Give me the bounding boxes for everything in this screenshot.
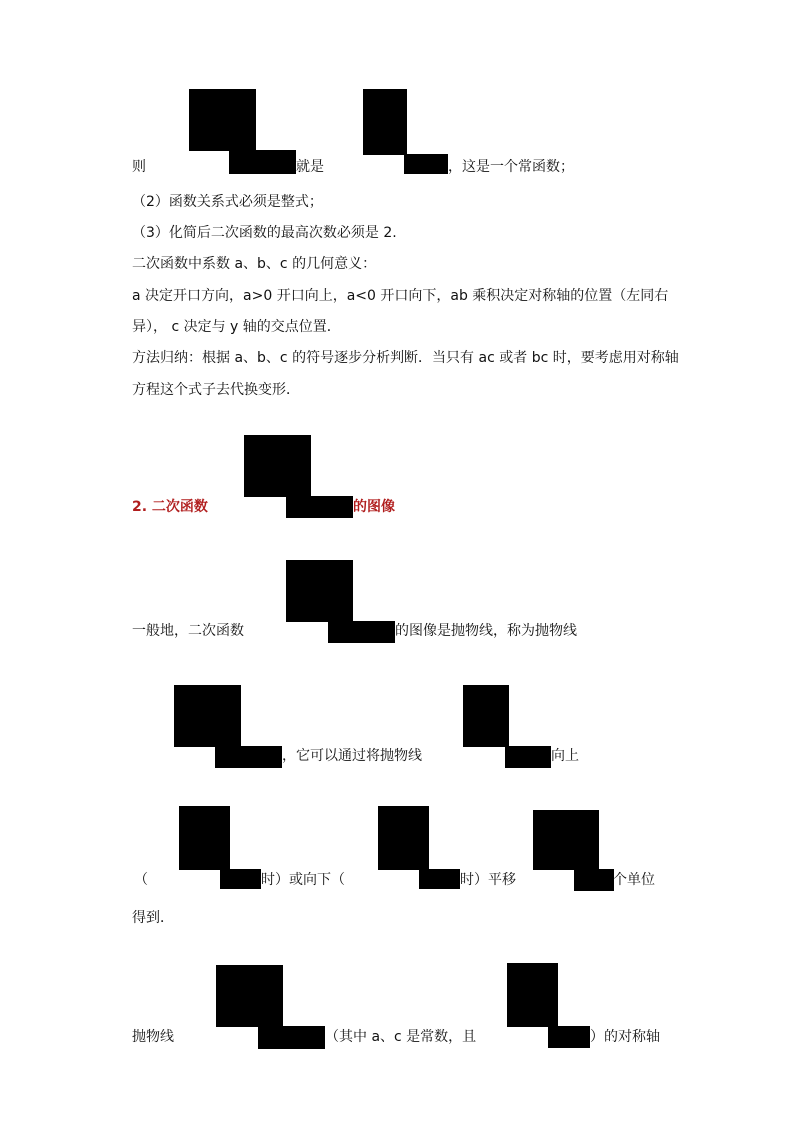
redacted-formula: [244, 435, 311, 497]
redacted-formula: [548, 1026, 590, 1048]
method-line-2: 方程这个式子去代换变形．: [132, 382, 300, 398]
redacted-formula: [363, 89, 407, 155]
redacted-formula: [258, 1026, 325, 1049]
redacted-formula: [216, 965, 283, 1027]
text-jiushi: 就是: [296, 159, 324, 175]
redacted-formula: [220, 869, 261, 889]
text-constant-function: ，这是一个常函数；: [448, 159, 574, 175]
redacted-formula: [378, 806, 429, 870]
geometry-heading: 二次函数中系数 a、b、c 的几何意义：: [132, 256, 377, 272]
text-units: 个单位: [613, 872, 655, 888]
redacted-formula: [574, 869, 614, 891]
text-parabola: 的图像是抛物线，称为抛物线: [395, 623, 577, 639]
redacted-formula: [286, 496, 353, 518]
text-where-constants: （其中 a、c 是常数，且: [325, 1029, 477, 1045]
text-open-paren: （: [134, 872, 148, 888]
redacted-formula: [174, 685, 241, 747]
redacted-formula: [229, 150, 296, 174]
text-or-down: 时）或向下（: [261, 872, 345, 888]
text-axis-of-symmetry: ）的对称轴: [590, 1029, 660, 1045]
redacted-formula: [507, 963, 558, 1027]
redacted-formula: [189, 89, 256, 151]
redacted-formula: [419, 869, 460, 889]
geometry-line-2: 异）， c 决定与 y 轴的交点位置．: [132, 319, 341, 335]
method-line-1: 方法归纳：根据 a、b、c 的符号逐步分析判断．当只有 ac 或者 bc 时，要考虑用对称轴: [132, 350, 679, 366]
geometry-line-1: a 决定开口方向，a>0 开口向上，a<0 开口向下，ab 乘积决定对称轴的位置（左同右: [132, 288, 669, 304]
text-translate: ，它可以通过将抛物线: [282, 748, 422, 764]
redacted-formula: [215, 746, 282, 768]
rule-3: （3）化简后二次函数的最高次数必须是 2.: [132, 225, 397, 241]
section-2-heading-prefix: 2. 二次函数: [132, 499, 208, 515]
text-shift: 时）平移: [460, 872, 516, 888]
redacted-formula: [404, 154, 448, 174]
section-2-heading-suffix: 的图像: [353, 499, 395, 515]
redacted-formula: [179, 806, 230, 870]
text-up: 向上: [551, 748, 579, 764]
text-obtain: 得到．: [132, 910, 174, 926]
redacted-formula: [463, 685, 509, 747]
text-ze: 则: [132, 159, 146, 175]
text-general: 一般地，二次函数: [132, 623, 244, 639]
redacted-formula: [505, 746, 551, 768]
text-parabola-label: 抛物线: [132, 1029, 174, 1045]
redacted-formula: [533, 810, 599, 870]
rule-2: （2）函数关系式必须是整式；: [132, 194, 323, 210]
redacted-formula: [328, 621, 395, 643]
redacted-formula: [286, 560, 353, 622]
